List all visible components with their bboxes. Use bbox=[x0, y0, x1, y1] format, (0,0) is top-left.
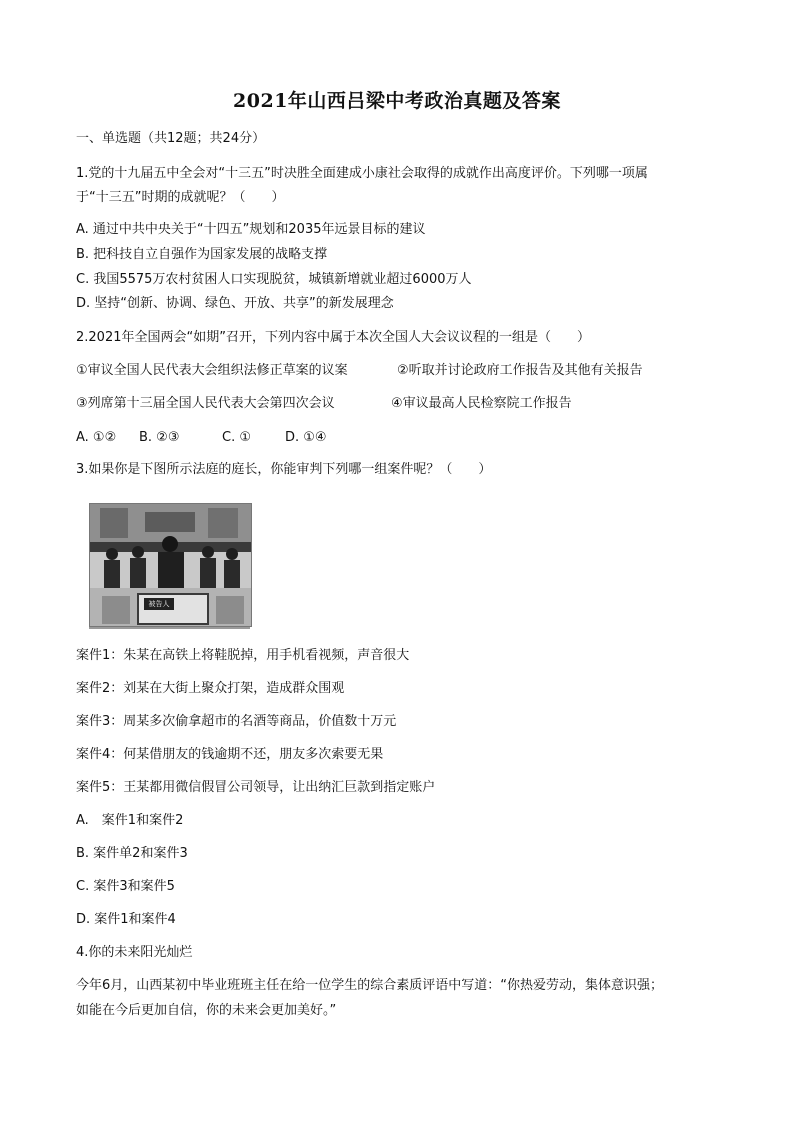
q2-item-2: ②听取并讨论政府工作报告及其他有关报告 bbox=[397, 363, 643, 378]
courtroom-photo bbox=[89, 503, 252, 627]
q4-stem: 4.你的未来阳光灿烂 bbox=[76, 945, 193, 960]
q3-case-3: 案件3：周某多次偷拿超市的名酒等商品，价值数十万元 bbox=[76, 714, 397, 729]
q4-paragraph-line2: 如能在今后更加自信，你的未来会更加美好。” bbox=[76, 1003, 337, 1018]
q3-stem: 3.如果你是下图所示法庭的庭长，你能审判下列哪一组案件呢？（ ） bbox=[76, 462, 492, 477]
q1-option-c: C. 我国5575万农村贫困人口实现脱贫，城镇新增就业超过6000万人 bbox=[76, 272, 472, 287]
q3-option-d: D. 案件1和案件4 bbox=[76, 912, 176, 927]
q3-case-4: 案件4：何某借朋友的钱逾期不还，朋友多次索要无果 bbox=[76, 747, 384, 762]
q2-option-c: C. ① bbox=[222, 430, 251, 445]
q2-stem: 2.2021年全国两会“如期”召开，下列内容中属于本次全国人大会议议程的一组是（ ） bbox=[76, 330, 590, 345]
section-heading: 一、单选题（共12题；共24分） bbox=[76, 131, 266, 146]
q3-option-b: B. 案件单2和案件3 bbox=[76, 846, 188, 861]
q2-item-3: ③列席第十三届全国人民代表大会第四次会议 bbox=[76, 396, 335, 411]
q1-option-b: B. 把科技自立自强作为国家发展的战略支撑 bbox=[76, 247, 328, 262]
q1-option-a: A. 通过中共中央关于“十四五”规划和2035年远景目标的建议 bbox=[76, 222, 426, 237]
q2-item-4: ④审议最高人民检察院工作报告 bbox=[391, 396, 572, 411]
photo-underline bbox=[89, 627, 250, 629]
page-title: 2021年山西吕梁中考政治真题及答案 bbox=[233, 90, 561, 112]
q1-stem-line1: 1.党的十九届五中全会对“十三五”时决胜全面建成小康社会取得的成就作出高度评价。下列哪一项属 bbox=[76, 166, 648, 181]
q3-case-1: 案件1：朱某在高铁上将鞋脱掉，用手机看视频，声音很大 bbox=[76, 648, 410, 663]
q3-case-2: 案件2：刘某在大街上聚众打架，造成群众围观 bbox=[76, 681, 345, 696]
q4-paragraph-line1: 今年6月，山西某初中毕业班班主任在给一位学生的综合素质评语中写道：“你热爱劳动，集体意识强； bbox=[76, 978, 664, 993]
q3-option-a: A. 案件1和案件2 bbox=[76, 813, 184, 828]
q1-option-d: D. 坚持“创新、协调、绿色、开放、共享”的新发展理念 bbox=[76, 296, 394, 311]
photo-sign-text: 被告人 bbox=[148, 600, 170, 608]
q1-stem-line2: 于“十三五”时期的成就呢？（ ） bbox=[76, 190, 285, 205]
q3-option-c: C. 案件3和案件5 bbox=[76, 879, 175, 894]
q2-item-1: ①审议全国人民代表大会组织法修正草案的议案 bbox=[76, 363, 348, 378]
q3-case-5: 案件5：王某都用微信假冒公司领导，让出纳汇巨款到指定账户 bbox=[76, 780, 436, 795]
q2-option-d: D. ①④ bbox=[285, 430, 327, 445]
q2-option-b: B. ②③ bbox=[139, 430, 180, 445]
q2-option-a: A. ①② bbox=[76, 430, 117, 445]
